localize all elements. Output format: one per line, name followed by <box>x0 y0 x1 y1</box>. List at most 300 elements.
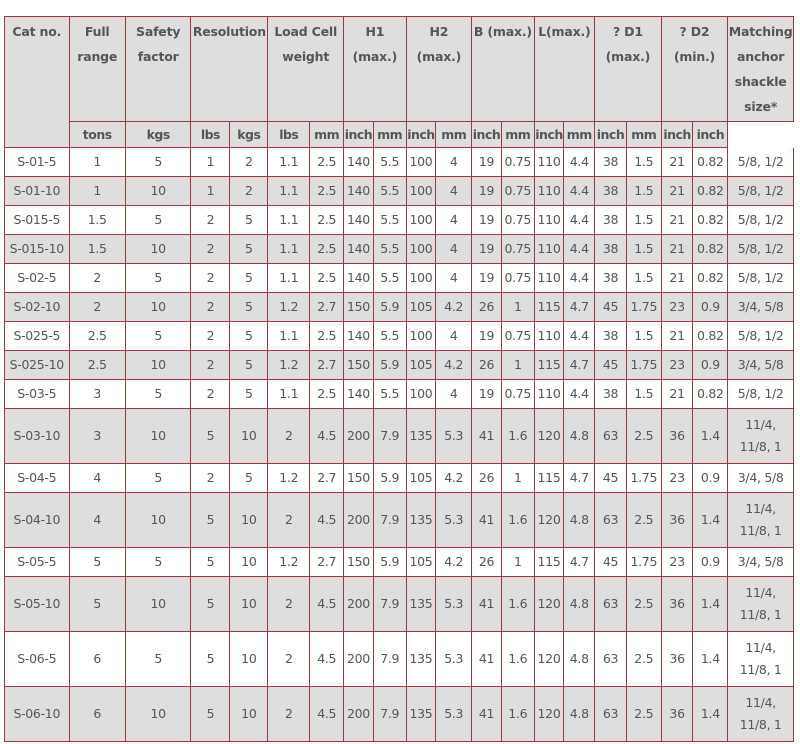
shackle-size-cell: 5/8, 1/2 <box>728 322 794 351</box>
table-cell: 110 <box>535 148 565 177</box>
table-cell: 2.5 <box>70 351 126 380</box>
header-safety-factor: Safety factor <box>126 17 192 122</box>
table-cell: 110 <box>535 380 565 409</box>
table-cell: 5.3 <box>436 687 472 742</box>
table-cell: 135 <box>407 493 437 548</box>
table-cell: 100 <box>407 380 437 409</box>
table-cell: 2.7 <box>310 464 344 493</box>
table-cell: 4.7 <box>564 293 595 322</box>
shackle-size-cell: 5/8, 1/2 <box>728 177 794 206</box>
header-row <box>5 17 794 122</box>
table-cell: 1.5 <box>627 206 662 235</box>
table-cell: 23 <box>662 351 694 380</box>
table-row <box>5 322 794 351</box>
table-cell: 0.9 <box>693 293 728 322</box>
table-cell: 36 <box>662 577 694 632</box>
unit-cell: inch <box>662 122 694 148</box>
cat-no-cell: S-03-10 <box>5 409 70 464</box>
table-cell: 5 <box>126 548 192 577</box>
table-cell: 1.2 <box>268 293 310 322</box>
table-cell: 5 <box>191 548 230 577</box>
cat-no-cell: S-01-5 <box>5 148 70 177</box>
table-cell: 2 <box>230 177 268 206</box>
table-cell: 1 <box>191 148 230 177</box>
table-row <box>5 206 794 235</box>
table-cell: 7.9 <box>374 632 407 687</box>
table-cell: 5 <box>126 264 192 293</box>
header-l: L(max.) <box>535 17 595 122</box>
table-cell: 115 <box>535 293 565 322</box>
header-cat-no: Cat no. <box>5 17 70 148</box>
table-cell: 5 <box>191 409 230 464</box>
table-cell: 2.5 <box>627 409 662 464</box>
table-row <box>5 409 794 464</box>
shackle-size-cell: 5/8, 1/2 <box>728 235 794 264</box>
table-cell: 0.75 <box>502 264 535 293</box>
unit-row <box>5 122 794 148</box>
unit-cell: kgs <box>230 122 268 148</box>
table-cell: 5.9 <box>374 464 407 493</box>
table-cell: 2 <box>191 322 230 351</box>
table-cell: 63 <box>595 687 627 742</box>
table-cell: 100 <box>407 177 437 206</box>
table-cell: 2.5 <box>627 632 662 687</box>
table-cell: 38 <box>595 148 627 177</box>
table-cell: 5.3 <box>436 632 472 687</box>
table-cell: 120 <box>535 632 565 687</box>
table-cell: 1.5 <box>70 235 126 264</box>
table-cell: 1.75 <box>627 351 662 380</box>
table-cell: 38 <box>595 322 627 351</box>
table-cell: 19 <box>472 380 502 409</box>
table-row <box>5 264 794 293</box>
table-cell: 4.4 <box>564 177 595 206</box>
table-cell: 135 <box>407 577 437 632</box>
cat-no-cell: S-025-10 <box>5 351 70 380</box>
table-cell: 0.75 <box>502 380 535 409</box>
table-cell: 0.82 <box>693 264 728 293</box>
unit-cell: inch <box>595 122 627 148</box>
table-row <box>5 148 794 177</box>
table-cell: 150 <box>344 351 374 380</box>
table-cell: 36 <box>662 632 694 687</box>
table-cell: 5 <box>126 632 192 687</box>
table-cell: 7.9 <box>374 577 407 632</box>
table-cell: 23 <box>662 464 694 493</box>
header-h2: H2 (max.) <box>407 17 473 122</box>
unit-cell: mm <box>502 122 535 148</box>
table-cell: 3 <box>70 380 126 409</box>
table-cell: 0.82 <box>693 235 728 264</box>
table-cell: 4.4 <box>564 264 595 293</box>
table-row <box>5 235 794 264</box>
table-cell: 105 <box>407 351 437 380</box>
table-cell: 1 <box>191 177 230 206</box>
table-cell: 0.82 <box>693 380 728 409</box>
table-cell: 4.8 <box>564 632 595 687</box>
table-cell: 5 <box>230 380 268 409</box>
shackle-size-cell: 11/4, 11/8, 1 <box>728 409 794 464</box>
table-cell: 105 <box>407 293 437 322</box>
unit-cell: mm <box>374 122 407 148</box>
table-cell: 41 <box>472 687 502 742</box>
shackle-size-cell: 3/4, 5/8 <box>728 293 794 322</box>
table-cell: 110 <box>535 206 565 235</box>
table-cell: 2.5 <box>310 177 344 206</box>
unit-cell: inch <box>407 122 437 148</box>
table-cell: 41 <box>472 632 502 687</box>
table-cell: 63 <box>595 493 627 548</box>
table-cell: 5.5 <box>374 380 407 409</box>
table-cell: 140 <box>344 177 374 206</box>
header-resolution: Resolution <box>191 17 268 122</box>
table-cell: 135 <box>407 632 437 687</box>
table-cell: 10 <box>126 235 192 264</box>
table-cell: 2 <box>70 264 126 293</box>
table-cell: 10 <box>230 493 268 548</box>
table-cell: 5.9 <box>374 548 407 577</box>
table-cell: 26 <box>472 293 502 322</box>
table-cell: 4.5 <box>310 493 344 548</box>
table-cell: 21 <box>662 235 694 264</box>
table-cell: 1.1 <box>268 206 310 235</box>
unit-cell: tons <box>70 122 126 148</box>
table-cell: 0.75 <box>502 206 535 235</box>
table-cell: 4.8 <box>564 493 595 548</box>
table-cell: 4.2 <box>436 351 472 380</box>
table-cell: 4.7 <box>564 464 595 493</box>
table-cell: 38 <box>595 177 627 206</box>
table-cell: 0.82 <box>693 148 728 177</box>
table-cell: 135 <box>407 687 437 742</box>
table-cell: 150 <box>344 464 374 493</box>
table-cell: 26 <box>472 351 502 380</box>
unit-cell: inch <box>472 122 502 148</box>
table-cell: 1.6 <box>502 493 535 548</box>
header-d2: ? D2 (min.) <box>662 17 729 122</box>
table-cell: 115 <box>535 351 565 380</box>
table-cell: 140 <box>344 206 374 235</box>
table-cell: 1.5 <box>627 380 662 409</box>
table-cell: 5 <box>126 206 192 235</box>
table-cell: 10 <box>230 632 268 687</box>
table-cell: 0.9 <box>693 548 728 577</box>
table-cell: 10 <box>126 687 192 742</box>
table-cell: 2.5 <box>627 687 662 742</box>
table-cell: 41 <box>472 577 502 632</box>
table-cell: 100 <box>407 264 437 293</box>
table-cell: 1.5 <box>627 235 662 264</box>
table-cell: 38 <box>595 264 627 293</box>
table-cell: 115 <box>535 464 565 493</box>
table-cell: 38 <box>595 380 627 409</box>
table-row <box>5 464 794 493</box>
table-cell: 1.1 <box>268 380 310 409</box>
table-cell: 140 <box>344 264 374 293</box>
table-cell: 0.75 <box>502 322 535 351</box>
table-cell: 5 <box>230 293 268 322</box>
table-cell: 1.1 <box>268 177 310 206</box>
table-cell: 0.75 <box>502 235 535 264</box>
table-cell: 110 <box>535 264 565 293</box>
table-row <box>5 548 794 577</box>
table-cell: 5.3 <box>436 409 472 464</box>
table-cell: 5 <box>230 464 268 493</box>
table-cell: 5 <box>126 380 192 409</box>
cat-no-cell: S-05-10 <box>5 577 70 632</box>
table-cell: 4 <box>70 464 126 493</box>
table-cell: 63 <box>595 632 627 687</box>
shackle-size-cell: 11/4, 11/8, 1 <box>728 687 794 742</box>
table-cell: 5.3 <box>436 577 472 632</box>
table-cell: 150 <box>344 548 374 577</box>
table-cell: 1 <box>502 351 535 380</box>
table-cell: 1 <box>502 293 535 322</box>
table-cell: 10 <box>230 577 268 632</box>
table-cell: 4.7 <box>564 548 595 577</box>
table-body <box>5 148 794 742</box>
table-cell: 1.5 <box>627 264 662 293</box>
shackle-size-cell: 5/8, 1/2 <box>728 206 794 235</box>
table-cell: 1 <box>502 464 535 493</box>
table-cell: 5.5 <box>374 264 407 293</box>
table-cell: 2.5 <box>70 322 126 351</box>
table-cell: 21 <box>662 380 694 409</box>
unit-cell: inch <box>693 122 728 148</box>
cat-no-cell: S-04-10 <box>5 493 70 548</box>
table-cell: 2 <box>268 409 310 464</box>
table-cell: 2.5 <box>627 577 662 632</box>
table-cell: 2.5 <box>310 235 344 264</box>
table-cell: 5 <box>230 206 268 235</box>
table-cell: 1.4 <box>693 577 728 632</box>
table-cell: 21 <box>662 148 694 177</box>
table-cell: 110 <box>535 235 565 264</box>
table-cell: 1.1 <box>268 235 310 264</box>
table-cell: 19 <box>472 206 502 235</box>
table-cell: 1.4 <box>693 632 728 687</box>
table-cell: 4 <box>436 148 472 177</box>
table-row <box>5 293 794 322</box>
table-row <box>5 577 794 632</box>
table-cell: 120 <box>535 577 565 632</box>
cat-no-cell: S-02-5 <box>5 264 70 293</box>
table-cell: 120 <box>535 687 565 742</box>
table-cell: 2 <box>230 148 268 177</box>
table-cell: 5.5 <box>374 206 407 235</box>
table-cell: 45 <box>595 351 627 380</box>
table-row <box>5 632 794 687</box>
table-cell: 140 <box>344 380 374 409</box>
table-cell: 1.1 <box>268 148 310 177</box>
header-load-cell-weight: Load Cell weight <box>268 17 344 122</box>
table-cell: 4.4 <box>564 148 595 177</box>
table-cell: 4.2 <box>436 464 472 493</box>
table-cell: 4.8 <box>564 577 595 632</box>
table-cell: 2.5 <box>310 322 344 351</box>
table-cell: 2 <box>191 351 230 380</box>
table-cell: 4.5 <box>310 687 344 742</box>
table-cell: 10 <box>126 409 192 464</box>
cat-no-cell: S-06-10 <box>5 687 70 742</box>
table-cell: 5.5 <box>374 177 407 206</box>
table-cell: 2 <box>191 235 230 264</box>
unit-cell: mm <box>310 122 344 148</box>
table-cell: 21 <box>662 322 694 351</box>
table-cell: 36 <box>662 409 694 464</box>
table-cell: 5 <box>230 351 268 380</box>
table-cell: 105 <box>407 548 437 577</box>
table-cell: 19 <box>472 264 502 293</box>
table-cell: 1.75 <box>627 464 662 493</box>
table-cell: 5.9 <box>374 293 407 322</box>
table-cell: 200 <box>344 409 374 464</box>
table-cell: 110 <box>535 322 565 351</box>
table-cell: 1.4 <box>693 409 728 464</box>
table-cell: 120 <box>535 409 565 464</box>
table-cell: 1.1 <box>268 264 310 293</box>
shackle-size-cell: 11/4, 11/8, 1 <box>728 632 794 687</box>
table-cell: 110 <box>535 177 565 206</box>
table-cell: 4.4 <box>564 322 595 351</box>
table-cell: 10 <box>230 687 268 742</box>
table-cell: 5 <box>126 322 192 351</box>
table-cell: 21 <box>662 264 694 293</box>
table-row <box>5 380 794 409</box>
cat-no-cell: S-01-10 <box>5 177 70 206</box>
cat-no-cell: S-04-5 <box>5 464 70 493</box>
table-cell: 23 <box>662 293 694 322</box>
table-cell: 1.2 <box>268 351 310 380</box>
table-cell: 1.5 <box>70 206 126 235</box>
table-cell: 200 <box>344 687 374 742</box>
shackle-size-cell: 3/4, 5/8 <box>728 464 794 493</box>
table-cell: 63 <box>595 577 627 632</box>
table-cell: 45 <box>595 464 627 493</box>
table-cell: 41 <box>472 409 502 464</box>
table-cell: 115 <box>535 548 565 577</box>
table-cell: 23 <box>662 548 694 577</box>
table-cell: 0.9 <box>693 464 728 493</box>
table-cell: 200 <box>344 632 374 687</box>
shackle-size-cell: 5/8, 1/2 <box>728 264 794 293</box>
table-cell: 200 <box>344 577 374 632</box>
cat-no-cell: S-02-10 <box>5 293 70 322</box>
table-cell: 41 <box>472 493 502 548</box>
header-h1: H1 (max.) <box>344 17 407 122</box>
table-cell: 4.5 <box>310 577 344 632</box>
table-cell: 21 <box>662 206 694 235</box>
table-cell: 2 <box>191 264 230 293</box>
table-cell: 4.8 <box>564 687 595 742</box>
table-cell: 6 <box>70 687 126 742</box>
table-cell: 105 <box>407 464 437 493</box>
table-cell: 2.7 <box>310 351 344 380</box>
table-cell: 4 <box>70 493 126 548</box>
table-cell: 2 <box>268 632 310 687</box>
table-cell: 1.5 <box>627 322 662 351</box>
cat-no-cell: S-05-5 <box>5 548 70 577</box>
table-cell: 45 <box>595 548 627 577</box>
table-cell: 4 <box>436 177 472 206</box>
table-cell: 2 <box>70 293 126 322</box>
table-cell: 4.5 <box>310 409 344 464</box>
table-cell: 100 <box>407 206 437 235</box>
shackle-size-cell: 3/4, 5/8 <box>728 351 794 380</box>
table-cell: 63 <box>595 409 627 464</box>
table-cell: 38 <box>595 206 627 235</box>
header-b: B (max.) <box>472 17 535 122</box>
table-cell: 140 <box>344 322 374 351</box>
table-cell: 1.6 <box>502 632 535 687</box>
table-cell: 7.9 <box>374 409 407 464</box>
table-cell: 5.5 <box>374 322 407 351</box>
table-cell: 5 <box>230 235 268 264</box>
table-cell: 2.5 <box>310 264 344 293</box>
shackle-size-cell: 3/4, 5/8 <box>728 548 794 577</box>
header-d1: ? D1 (max.) <box>595 17 662 122</box>
table-cell: 5 <box>70 577 126 632</box>
table-cell: 10 <box>230 409 268 464</box>
shackle-size-cell: 5/8, 1/2 <box>728 148 794 177</box>
table-cell: 4.7 <box>564 351 595 380</box>
table-cell: 1.5 <box>627 177 662 206</box>
table-cell: 45 <box>595 293 627 322</box>
table-cell: 2 <box>268 493 310 548</box>
table-cell: 5.3 <box>436 493 472 548</box>
table-cell: 5 <box>191 687 230 742</box>
table-cell: 5 <box>230 264 268 293</box>
table-cell: 1.2 <box>268 548 310 577</box>
table-cell: 1.4 <box>693 493 728 548</box>
table-cell: 1.75 <box>627 548 662 577</box>
table-cell: 5 <box>126 148 192 177</box>
unit-cell: lbs <box>191 122 230 148</box>
table-cell: 1.2 <box>268 464 310 493</box>
table-cell: 100 <box>407 235 437 264</box>
table-cell: 26 <box>472 548 502 577</box>
table-cell: 4 <box>436 264 472 293</box>
table-cell: 4.4 <box>564 206 595 235</box>
table-cell: 36 <box>662 687 694 742</box>
table-cell: 10 <box>126 351 192 380</box>
table-cell: 10 <box>230 548 268 577</box>
table-cell: 0.75 <box>502 177 535 206</box>
table-cell: 100 <box>407 148 437 177</box>
header-shackle-size: Matching anchor shackle size* <box>728 17 794 122</box>
table-cell: 5.9 <box>374 351 407 380</box>
table-cell: 1.6 <box>502 687 535 742</box>
table-cell: 1 <box>70 148 126 177</box>
table-cell: 7.9 <box>374 493 407 548</box>
table-cell: 4.4 <box>564 235 595 264</box>
table-row <box>5 493 794 548</box>
unit-cell: kgs <box>126 122 192 148</box>
cat-no-cell: S-025-5 <box>5 322 70 351</box>
cat-no-cell: S-015-10 <box>5 235 70 264</box>
table-cell: 2.5 <box>310 148 344 177</box>
table-cell: 2.5 <box>310 380 344 409</box>
table-cell: 0.82 <box>693 322 728 351</box>
table-cell: 19 <box>472 235 502 264</box>
table-cell: 2 <box>191 380 230 409</box>
table-cell: 200 <box>344 493 374 548</box>
table-cell: 5 <box>70 548 126 577</box>
table-cell: 5 <box>126 464 192 493</box>
table-cell: 38 <box>595 235 627 264</box>
table-cell: 3 <box>70 409 126 464</box>
table-cell: 2 <box>191 464 230 493</box>
